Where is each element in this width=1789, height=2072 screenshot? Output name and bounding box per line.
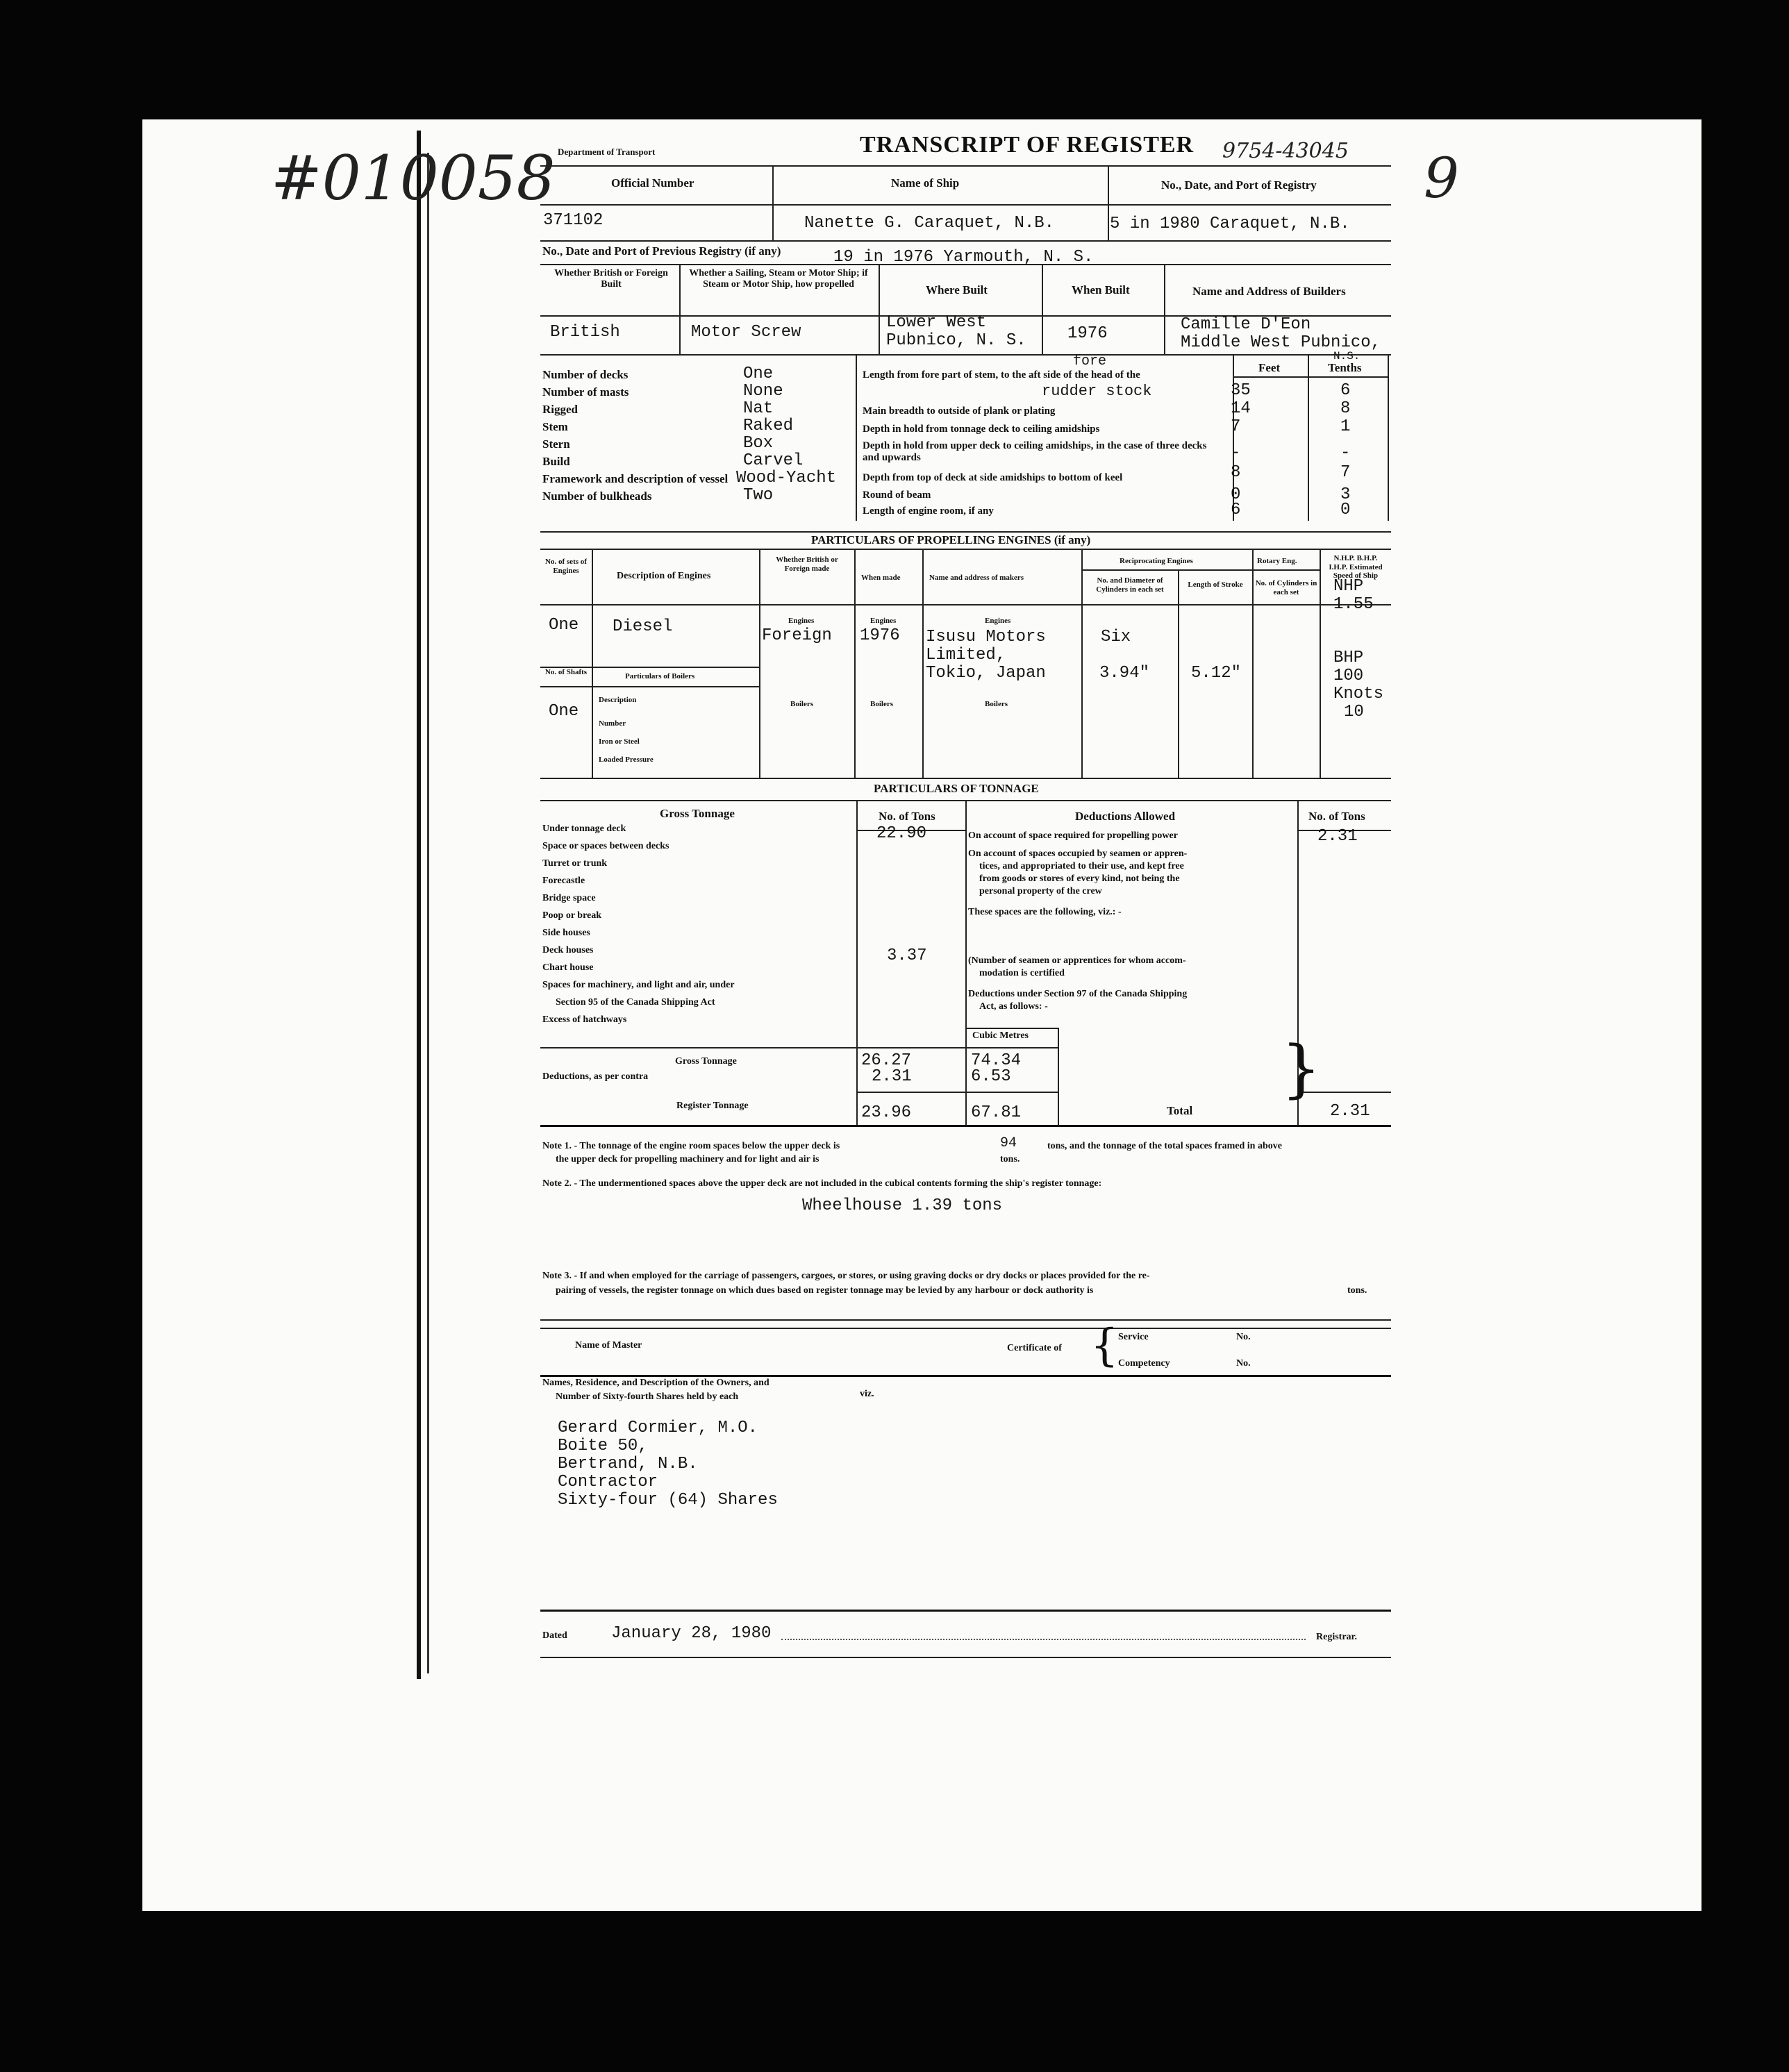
engine-knots-label: Knots (1333, 685, 1384, 703)
dim-engine-room-label: Length of engine room, if any (863, 506, 994, 517)
previous-registry-label: No., Date and Port of Previous Registry (if any) (542, 244, 781, 258)
gross-row-hatchways: Excess of hatchways (542, 1014, 627, 1025)
dim-round-beam-label: Round of beam (863, 490, 931, 501)
ded-97-line-2: Act, as follows: - (979, 1001, 1048, 1012)
decks-value: One (743, 365, 774, 383)
service-no-label: No. (1236, 1332, 1251, 1342)
dated-label: Dated (542, 1630, 567, 1641)
deductions-contra-m3: 6.53 (971, 1067, 1011, 1086)
engine-makers-line-2: Limited, (926, 646, 1006, 665)
build-whether-header: Whether British or Foreign Built (554, 268, 668, 290)
shafts-header: No. of Shafts (544, 668, 588, 676)
engine-cyl-diameter: 3.94" (1099, 664, 1150, 683)
port-label: No., Date, and Port of Registry (1161, 178, 1317, 192)
engine-cylinders: Six (1101, 628, 1131, 646)
gross-total-m3: 74.34 (971, 1051, 1022, 1070)
dim-depth-keel-feet: 8 (1231, 463, 1241, 482)
rigged-label: Rigged (542, 403, 578, 416)
engine-british-header: Whether British or Foreign made (776, 555, 838, 573)
dim-length-label-2: rudder stock (1042, 383, 1152, 400)
note3-part-b: pairing of vessels, the register tonnage on which dues based on register tonnage may be levied by any harbour or dock authority is (556, 1285, 1094, 1296)
engine-sets-header: No. of sets of Engines (545, 558, 587, 575)
dim-length-label: Length from fore part of stem, to the aft side of the head of the (863, 369, 1140, 381)
document-title: TRANSCRIPT OF REGISTER (860, 132, 1195, 158)
framework-label: Framework and description of vessel (542, 472, 729, 485)
engine-makers-engines-word: Engines (985, 617, 1011, 625)
engine-makers-header: Name and address of makers (929, 574, 1024, 582)
dim-depth-keel-tenths: 7 (1340, 463, 1351, 482)
dim-engine-room-feet: 6 (1231, 501, 1241, 519)
registrar-label: Registrar. (1316, 1632, 1357, 1642)
boiler-iron-label: Iron or Steel (599, 737, 640, 746)
masts-label: Number of masts (542, 385, 629, 399)
dim-breadth-tenths: 8 (1340, 399, 1351, 418)
stern-value: Box (743, 434, 774, 453)
engine-bhp-line-2: 100 (1333, 667, 1364, 685)
builder-line-1: Camille D'Eon (1181, 315, 1311, 334)
master-name-label: Name of Master (575, 1340, 642, 1351)
total-label: Total (1167, 1104, 1193, 1117)
dim-depth-hold-tenths: 1 (1340, 417, 1351, 436)
handwritten-margin-mark: 9 (1424, 146, 1459, 210)
gross-row-forecastle: Forecastle (542, 876, 585, 886)
note3-part-c: tons. (1347, 1285, 1367, 1296)
register-tonnage-m3: 67.81 (971, 1103, 1022, 1122)
official-number-label: Official Number (611, 176, 694, 190)
boilers-header: Particulars of Boilers (625, 672, 695, 680)
stem-value: Raked (743, 417, 794, 435)
dim-round-beam-tenths: 3 (1340, 485, 1351, 504)
engine-recip-header: Reciprocating Engines (1120, 557, 1193, 565)
build-whether-value: British (550, 323, 620, 342)
gross-row-turret: Turret or trunk (542, 858, 608, 869)
dim-round-beam-feet: 0 (1231, 485, 1241, 504)
engine-when-engines-word: Engines (870, 617, 897, 625)
gross-row-chart-house: Chart house (542, 962, 594, 973)
gross-row-between-decks: Space or spaces between decks (542, 841, 669, 851)
dim-upper-deck-tenths: - (1340, 444, 1351, 462)
note2-text: Note 2. - The undermentioned spaces above the upper deck are not included in the cubical contents forming the ship's register tonnage: (542, 1178, 1102, 1189)
build-sailing-value: Motor Screw (691, 323, 801, 342)
dim-breadth-label: Main breadth to outside of plank or plating (863, 406, 1056, 417)
note1-value: 94 (1000, 1135, 1017, 1151)
build-sailing-header: Whether a Sailing, Steam or Motor Ship; if Steam or Motor Ship, how propelled (689, 268, 868, 290)
competency-no-label: No. (1236, 1358, 1251, 1369)
ded-crew-line-3: from goods or stores of every kind, not being the (979, 874, 1180, 884)
handwritten-top-number: 9754-43045 (1222, 139, 1349, 163)
feet-label: Feet (1258, 361, 1281, 374)
engine-nhp-line-2: 1.55 (1333, 595, 1374, 614)
port-of-registry: 5 in 1980 Caraquet, N.B. (1110, 215, 1350, 233)
dim-engine-room-tenths: 0 (1340, 501, 1351, 519)
build-where-header: Where Built (926, 283, 988, 296)
engine-rotcyl-header: No. of Cylinders in each set (1255, 579, 1317, 596)
framework-value: Wood-Yacht (736, 469, 837, 487)
competency-label: Competency (1118, 1358, 1170, 1369)
engine-nhp-line-1: NHP (1333, 577, 1364, 596)
deductions-contra-tons: 2.31 (872, 1067, 912, 1086)
certificate-brace: { (1090, 1320, 1119, 1371)
dim-depth-hold-label: Depth in hold from tonnage deck to ceiling amidships (863, 424, 1100, 435)
ded-tons-header: No. of Tons (1308, 810, 1365, 823)
note3-part-a: Note 3. - If and when employed for the carriage of passengers, cargoes, or stores, or using graving docks or dry docks or places provided for the re- (542, 1271, 1150, 1281)
engine-british: Foreign (762, 626, 832, 645)
makers-boilers-word: Boilers (985, 700, 1008, 708)
service-label: Service (1118, 1332, 1149, 1342)
owner-line-4: Contractor (558, 1473, 658, 1492)
builder-line-3: N.S. (1333, 350, 1361, 362)
owners-viz: viz. (860, 1389, 874, 1399)
under-deck-tons: 22.90 (876, 824, 927, 843)
engine-stroke: 5.12" (1191, 664, 1242, 683)
official-number: 371102 (543, 211, 604, 230)
gross-tonnage-header: Gross Tonnage (660, 807, 735, 820)
decks-label: Number of decks (542, 368, 629, 381)
when-boilers-word: Boilers (870, 700, 893, 708)
gross-total-label: Gross Tonnage (675, 1056, 737, 1067)
margin-rule-inner (427, 153, 429, 1673)
deductions-contra-label: Deductions, as per contra (542, 1071, 649, 1082)
build-label: Build (542, 455, 570, 468)
dim-length-tenths: 6 (1340, 381, 1351, 400)
dated-value: January 28, 1980 (611, 1624, 772, 1643)
bulkheads-value: Two (743, 486, 774, 505)
margin-rule (417, 131, 421, 1679)
ship-name-label: Name of Ship (891, 176, 960, 190)
note1-part-a: Note 1. - The tonnage of the engine room spaces below the upper deck is (542, 1141, 840, 1151)
previous-registry: 19 in 1976 Yarmouth, N. S. (833, 248, 1094, 267)
gross-tons-header: No. of Tons (879, 810, 935, 823)
ded-propelling-tons: 2.31 (1317, 827, 1358, 846)
note1-part-d: tons. (1000, 1154, 1020, 1164)
stern-label: Stern (542, 437, 570, 451)
owner-line-5: Sixty-four (64) Shares (558, 1491, 778, 1510)
dim-breadth-feet: 14 (1231, 399, 1251, 418)
builder-line-2: Middle West Pubnico, (1181, 333, 1381, 352)
owners-label-line-1: Names, Residence, and Description of the Owners, and (542, 1378, 769, 1388)
engine-makers-line-3: Tokio, Japan (926, 664, 1046, 683)
boiler-description-label: Description (599, 696, 637, 704)
ded-crew-line-4: personal property of the crew (979, 886, 1102, 896)
engine-british-engines-word: Engines (788, 617, 815, 625)
build-when-value: 1976 (1067, 324, 1108, 343)
certificate-label: Certificate of (1007, 1343, 1062, 1353)
dim-length-feet: 35 (1231, 381, 1251, 400)
shafts-value: One (549, 702, 579, 721)
engine-bhp-line-1: BHP (1333, 649, 1364, 667)
signature-line (781, 1639, 1306, 1640)
engine-knots-value: 10 (1344, 703, 1364, 721)
ded-num-line-2: modation is certified (979, 968, 1065, 978)
note2-value: Wheelhouse 1.39 tons (802, 1196, 1003, 1215)
ded-crew-line-2: tices, and appropriated to their use, and kept free (979, 861, 1184, 871)
engine-nhp-header: N.H.P. B.H.P. I.H.P. Estimated Speed of Ship (1329, 554, 1383, 580)
gross-row-poop: Poop or break (542, 910, 602, 921)
engine-when: 1976 (860, 626, 900, 645)
engine-sets: One (549, 616, 579, 635)
deck-houses-tons: 3.37 (887, 946, 927, 965)
engine-when-header: When made (861, 574, 901, 582)
engines-section-title: PARTICULARS OF PROPELLING ENGINES (if any) (811, 533, 1091, 546)
engine-desc-header: Description of Engines (617, 571, 711, 581)
boiler-number-label: Number (599, 719, 626, 728)
dim-depth-hold-feet: 7 (1231, 417, 1241, 436)
build-where-line-1: Lower West (886, 313, 987, 332)
gross-row-side-houses: Side houses (542, 928, 590, 938)
engine-stroke-header: Length of Stroke (1188, 580, 1243, 589)
engine-cyl-header: No. and Diameter of Cylinders in each set (1096, 576, 1164, 594)
gross-row-deck-houses: Deck houses (542, 945, 594, 955)
deductions-header: Deductions Allowed (1075, 810, 1176, 823)
ded-97-line-1: Deductions under Section 97 of the Canada Shipping (968, 989, 1188, 999)
dim-upper-deck-label: Depth in hold from upper deck to ceiling amidships, in the case of three decks and upwards (863, 440, 1207, 464)
rigged-value: Nat (743, 399, 774, 418)
fore-annotation: fore (1073, 353, 1107, 369)
engine-rotary-header: Rotary Eng. (1257, 557, 1297, 565)
gross-row-section-95: Section 95 of the Canada Shipping Act (556, 997, 715, 1008)
boiler-pressure-label: Loaded Pressure (599, 755, 654, 764)
ded-num-line-1: (Number of seamen or apprentices for whom accom- (968, 955, 1186, 966)
register-tonnage-tons: 23.96 (861, 1103, 912, 1122)
gross-row-under-deck: Under tonnage deck (542, 824, 626, 834)
bulkheads-label: Number of bulkheads (542, 490, 652, 503)
gross-total-tons: 26.27 (861, 1051, 912, 1070)
masts-value: None (743, 382, 783, 401)
build-where-line-2: Pubnico, N. S. (886, 331, 1026, 350)
total-value: 2.31 (1330, 1102, 1370, 1121)
document-sheet (142, 119, 1701, 1911)
owners-label-line-2: Number of Sixty-fourth Shares held by each (556, 1392, 739, 1402)
ded-propelling-label: On account of space required for propelling power (968, 830, 1178, 841)
total-brace: } (1281, 1033, 1322, 1105)
register-tonnage-label: Register Tonnage (676, 1101, 749, 1111)
gross-row-bridge: Bridge space (542, 893, 596, 903)
tonnage-section-title: PARTICULARS OF TONNAGE (874, 782, 1039, 795)
cubic-metres-header: Cubic Metres (972, 1030, 1029, 1041)
dim-depth-keel-label: Depth from top of deck at side amidships to bottom of keel (863, 472, 1123, 483)
tenths-label: Tenths (1328, 361, 1362, 374)
stem-label: Stem (542, 420, 568, 433)
note1-part-c: the upper deck for propelling machinery and for light and air is (556, 1154, 819, 1164)
engine-makers-line-1: Isusu Motors (926, 628, 1046, 646)
ded-viz-label: These spaces are the following, viz.: - (968, 907, 1122, 917)
build-when-header: When Built (1072, 283, 1130, 296)
build-value: Carvel (743, 451, 804, 470)
british-boilers-word: Boilers (790, 700, 813, 708)
ded-crew-line-1: On account of spaces occupied by seamen or appren- (968, 849, 1188, 859)
dim-upper-deck-feet: - (1231, 444, 1241, 462)
engine-description: Diesel (613, 617, 673, 636)
owner-line-1: Gerard Cormier, M.O. (558, 1419, 758, 1437)
owner-line-3: Bertrand, N.B. (558, 1455, 698, 1473)
department-label: Department of Transport (558, 147, 656, 157)
note1-part-b: tons, and the tonnage of the total spaces framed in above (1047, 1141, 1282, 1151)
owner-line-2: Boite 50, (558, 1437, 648, 1455)
gross-row-machinery: Spaces for machinery, and light and air, under (542, 980, 735, 990)
ship-name: Nanette G. Caraquet, N.B. (804, 214, 1055, 233)
build-builders-header: Name and Address of Builders (1192, 285, 1346, 298)
handwritten-ref-number: #010058 (271, 142, 556, 214)
